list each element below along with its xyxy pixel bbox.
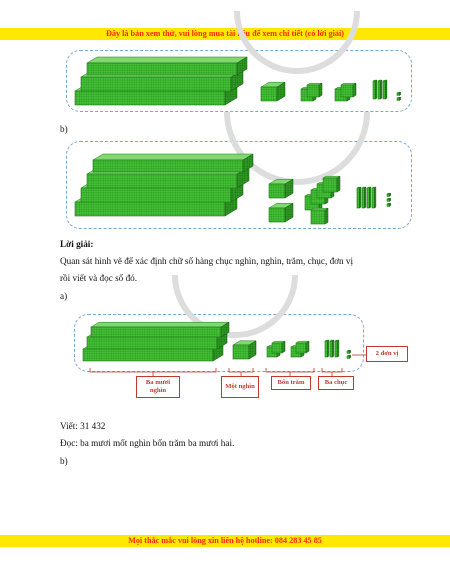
label-thousands: Một nghìn — [221, 376, 259, 398]
bottom-banner: Mọi thắc mắc vui lòng xin liên hệ hotline: 084 283 45 85 — [0, 535, 450, 547]
solution-title: Lời giải: — [60, 239, 94, 249]
instruction-line-2: rồi viết và đọc số đó. — [60, 273, 138, 283]
read-number: Đọc: ba mươi mốt nghìn bốn trăm ba mươi hai. — [60, 438, 235, 448]
label-ten-thousands: Ba mươi nghìn — [136, 376, 180, 398]
label-units: 2 đơn vị — [366, 346, 408, 362]
part-b-label: b) — [60, 124, 68, 134]
label-tens: Ba chục — [318, 376, 354, 390]
top-banner: Đây là bản xem thử, vui lòng mua tài liệu để xem chi tiết (có lời giải) — [0, 28, 450, 40]
part-a-label: a) — [60, 291, 68, 301]
write-number: Viết: 31 432 — [60, 421, 106, 431]
part-b-label-2: b) — [60, 456, 68, 466]
instruction-line-1: Quan sát hình vẽ để xác định chữ số hàng chục nghìn, nghìn, trăm, chục, đơn vị — [60, 256, 354, 266]
label-hundreds: Bốn trăm — [271, 376, 311, 390]
